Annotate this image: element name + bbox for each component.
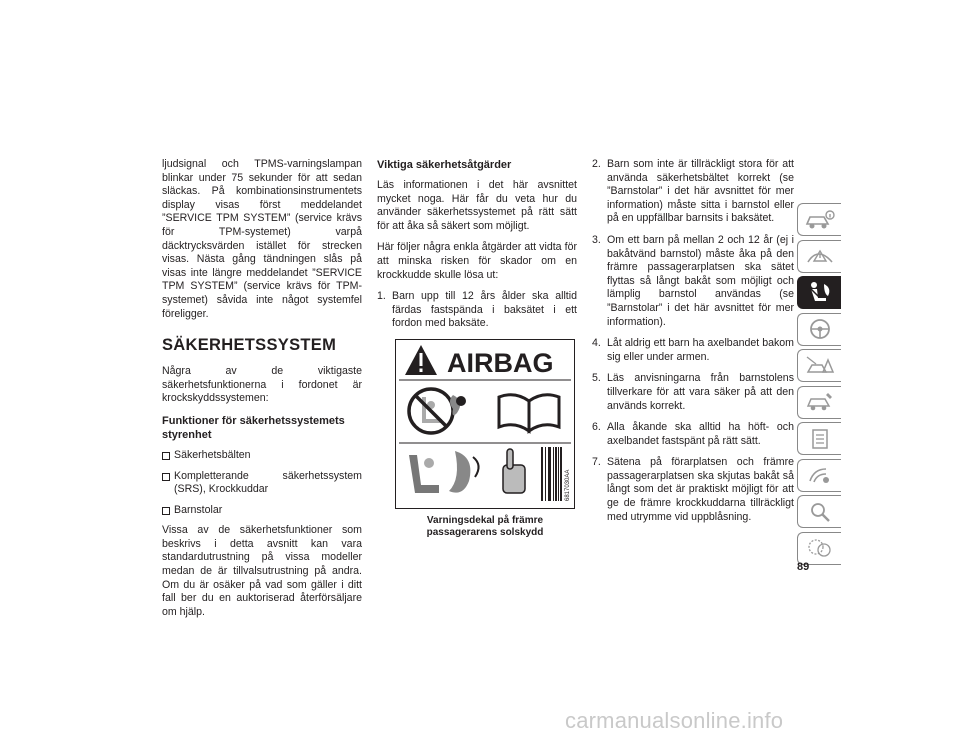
figure-caption: Varningsdekal på främre passagerarens solskydd — [426, 514, 544, 538]
list-item: 5. Läs anvisningarna från barnstolens tillverkare för att vara säker på att den används korrekt. — [592, 372, 794, 412]
service-car-icon — [804, 390, 836, 414]
column-middle — [377, 158, 577, 539]
airbag-label-figure — [395, 339, 575, 539]
checklist-item: Säkerhetsbälten — [162, 449, 362, 463]
subheading: Funktioner för säkerhetssystemets styrenhet — [162, 414, 345, 441]
chapter-tab-safety[interactable] — [797, 276, 841, 309]
checkbox-square-icon — [162, 452, 170, 460]
chapter-tab-specifications[interactable] — [797, 422, 841, 455]
checkbox-square-icon — [162, 507, 170, 515]
column-right — [592, 158, 794, 532]
list-item: 2. Barn som inte är tillräckligt stora för att använda säkerhetsbältet korrekt (se ”Barnstolar” i det här avsnittet för mer information) måste sitta i barnstol eller på en uppfällbar barnsits i baksätet. — [592, 158, 794, 225]
chapter-tab-languages[interactable] — [797, 532, 841, 565]
steering-wheel-icon — [804, 317, 836, 341]
numbered-list — [377, 290, 577, 331]
magnifier-icon — [804, 500, 836, 524]
checkbox-square-icon — [162, 473, 170, 481]
chapter-tab-driving[interactable] — [797, 313, 841, 346]
chapter-tab-emergency[interactable] — [797, 349, 841, 382]
barcode-number: 6817030AA — [565, 469, 571, 501]
airbag-label-text: AIRBAG — [447, 347, 554, 378]
chapter-tab-car-info[interactable] — [797, 203, 841, 236]
numbered-list — [592, 158, 794, 524]
dashboard-warning-icon — [804, 244, 836, 268]
chapter-tab-multimedia[interactable] — [797, 459, 841, 492]
car-info-icon — [804, 208, 836, 232]
paragraph: Läs informationen i det här avsnittet mycket noga. Här får du veta hur du använder säkerhetssystemet på rätt sätt för att åka så säkert som möjligt. — [377, 179, 577, 232]
list-item: 3. Om ett barn på mellan 2 och 12 år (ej i bakåtvänd barnstol) måste åka på den främre passagerarplatsen ska sätet flyttas så långt bakåt som möjligt och lämplig barnstol användas (se ”Barnstolar” i det här avsnittet för mer information). — [592, 233, 794, 328]
closing-paragraph: Vissa av de säkerhetsfunktioner som beskrivs i detta avsnitt kan vara standardutrustning på vissa modeller medan de är tillvalsutrustning på andra. Om du är osäker på vad som gäller i ditt fall ber du en auktoriserad återförsäljare om hjälp. — [162, 524, 362, 618]
heading-safety-measures: Viktiga säkerhetsåtgärder — [377, 159, 512, 171]
chapter-tab-service[interactable] — [797, 386, 841, 419]
languages-icon — [804, 536, 836, 560]
list-item: 4. Låt aldrig ett barn ha axelbandet bakom sig eller under armen. — [592, 337, 794, 363]
section-intro: Några av de viktigaste säkerhetsfunktionerna i fordonet är krockskyddssystemen: — [162, 365, 362, 405]
chapter-tabs — [797, 203, 841, 568]
checklist-item: Barnstolar — [162, 504, 362, 518]
multimedia-icon — [804, 463, 836, 487]
chapter-tab-index[interactable] — [797, 495, 841, 528]
intro-paragraph: ljudsignal och TPMS-varningslampan blinkar under 75 sekunder för att sedan släckas. På kombinationsinstrumentets display visas först meddelandet ”SERVICE TPM SYSTEM” (service krävs för TPM-systemet) varpå däcktrycksvärden istället för strecken visas. Nästa gång tändningen slås på visas inte längre meddelandet ”SERVICE TPM SYSTEM” (service krävs för TPM-systemet) såvida inte något systemfel föreligger. — [162, 158, 362, 320]
list-item: 6. Alla åkande ska alltid ha höft- och axelbandet fastspänt på rätt sätt. — [592, 421, 794, 447]
checklist-item: Kompletterande säkerhetssystem (SRS), Krockkuddar — [162, 470, 362, 497]
page-number: 89 — [797, 561, 810, 573]
paragraph: Här följer några enkla åtgärder att vidta för att minska risken för skador om en krockkudde skulle lösa ut: — [377, 241, 577, 281]
section-title: SÄKERHETSSYSTEM — [162, 336, 337, 355]
list-item: 7. Sätena på förarplatsen och främre passagerarplatsen ska skjutas bakåt så långt som det är praktiskt möjligt för att ge de främre krockkuddarna tillräckligt med utrymme vid uppblåsning. — [592, 456, 794, 523]
list-item: 1. Barn upp till 12 års ålder ska alltid färdas fastspända i baksätet i ett fordon med baksäte. — [377, 290, 577, 330]
checklist-icon — [804, 427, 836, 451]
watermark-text: carmanualsonline.info — [565, 708, 784, 733]
airbag-warning-label — [395, 339, 575, 509]
emergency-triangle-icon — [804, 354, 836, 378]
column-left — [162, 158, 362, 627]
seatbelt-airbag-icon — [804, 280, 836, 306]
chapter-tab-dashboard[interactable] — [797, 240, 841, 273]
